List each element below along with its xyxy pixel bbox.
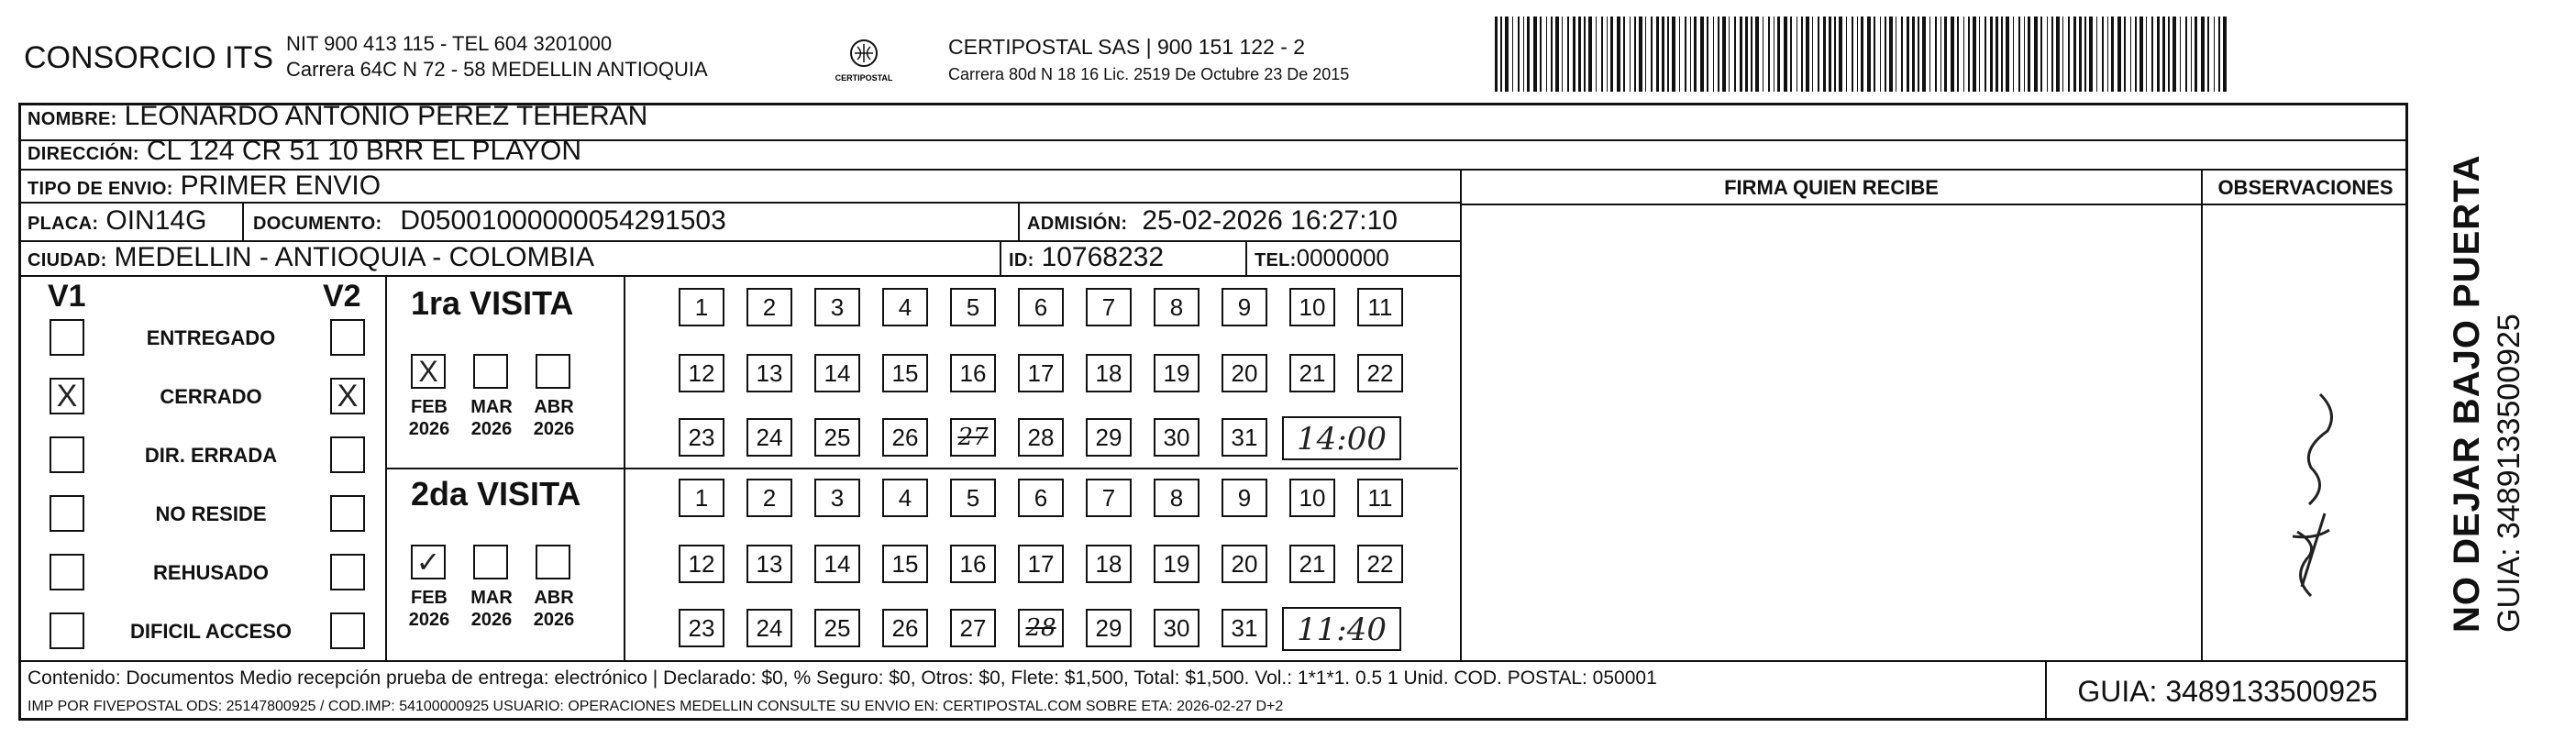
v1-label: V1 xyxy=(48,279,86,314)
tipo-envio-label: TIPO DE ENVIO: xyxy=(28,179,173,199)
company-name: CONSORCIO ITS xyxy=(24,40,274,75)
day-box[interactable]: 23 xyxy=(679,609,724,647)
visit-divider xyxy=(385,468,1458,469)
nombre-row xyxy=(28,101,647,132)
day-box[interactable]: 29 xyxy=(1086,418,1132,457)
day-box[interactable]: 15 xyxy=(882,354,928,392)
day-box[interactable]: 28 xyxy=(1018,418,1064,457)
day-box[interactable]: 13 xyxy=(746,545,792,583)
visit-title: 1ra VISITA xyxy=(411,284,574,322)
observaciones-header: OBSERVACIONES xyxy=(2217,176,2394,199)
col-divider xyxy=(2201,169,2203,660)
day-box[interactable]: 27 xyxy=(950,418,996,457)
v2-label: V2 xyxy=(323,279,361,314)
id-value: 10768232 xyxy=(1041,242,1165,272)
status-v2-checkbox[interactable]: X xyxy=(330,378,365,414)
documento-value: D05001000000054291503 xyxy=(400,205,726,236)
day-box[interactable]: 10 xyxy=(1289,288,1335,326)
tel-label: TEL: xyxy=(1255,250,1297,270)
visit-time[interactable]: 14:00 xyxy=(1282,416,1401,460)
day-box[interactable]: 15 xyxy=(882,545,928,583)
day-box[interactable]: 17 xyxy=(1018,545,1064,583)
status-label: NO RESIDE xyxy=(155,502,267,525)
day-box[interactable]: 16 xyxy=(950,354,996,392)
day-box[interactable]: 12 xyxy=(679,354,724,392)
direccion-value: CL 124 CR 51 10 BRR EL PLAYON xyxy=(146,136,582,166)
side-notice xyxy=(2447,154,2527,633)
status-label: ENTREGADO xyxy=(146,326,276,349)
logo-text: CERTIPOSTAL xyxy=(835,73,893,83)
col-divider xyxy=(1018,202,1020,240)
status-label: CERRADO xyxy=(160,385,262,408)
day-box[interactable]: 14 xyxy=(814,354,860,392)
nombre-value: LEONARDO ANTONIO PEREZ TEHERAN xyxy=(124,101,648,131)
nit-line: NIT 900 413 115 - TEL 604 3201000 xyxy=(286,32,613,55)
day-box[interactable]: 31 xyxy=(1222,418,1267,457)
nombre-label: NOMBRE: xyxy=(28,109,117,129)
day-box[interactable]: 24 xyxy=(746,609,792,647)
day-box[interactable]: 7 xyxy=(1086,288,1132,326)
day-box[interactable]: 3 xyxy=(814,288,860,326)
col-divider xyxy=(1460,169,1462,660)
placa-label: PLACA: xyxy=(28,214,99,234)
day-box[interactable]: 3 xyxy=(814,479,860,517)
day-box[interactable]: 5 xyxy=(950,288,996,326)
month-checkbox[interactable]: ✓ xyxy=(411,545,446,579)
certipostal-logo xyxy=(825,33,902,88)
status-v2-checkbox[interactable] xyxy=(330,612,365,649)
day-box[interactable]: 28 xyxy=(1018,609,1064,647)
recipient-signature xyxy=(2256,376,2366,605)
day-box[interactable]: 30 xyxy=(1154,609,1200,647)
guia-number: GUIA: 3489133500925 xyxy=(2045,662,2408,721)
day-box[interactable]: 22 xyxy=(1357,354,1403,392)
month-checkbox[interactable]: X xyxy=(411,354,446,389)
day-box[interactable]: 25 xyxy=(814,609,860,647)
status-v1-checkbox[interactable]: X xyxy=(50,378,84,414)
status-v2-checkbox[interactable] xyxy=(330,495,365,532)
status-v1-checkbox[interactable] xyxy=(50,436,84,473)
month-label: FEB 2026 xyxy=(408,397,450,439)
ciudad-field xyxy=(28,242,594,273)
day-box[interactable]: 9 xyxy=(1222,479,1267,517)
tipo-envio-value: PRIMER ENVIO xyxy=(180,171,381,201)
day-box[interactable]: 5 xyxy=(950,479,996,517)
status-label: REHUSADO xyxy=(153,561,269,584)
status-v2-checkbox[interactable] xyxy=(330,319,365,356)
day-box[interactable]: 2 xyxy=(746,288,792,326)
status-v1-checkbox[interactable] xyxy=(50,612,84,649)
side-guia: GUIA: 3489133500925 xyxy=(2492,314,2526,633)
day-box[interactable]: 30 xyxy=(1154,418,1200,457)
barcode xyxy=(1495,17,2228,92)
day-box[interactable]: 17 xyxy=(1018,354,1064,392)
tel-field xyxy=(1255,244,1389,272)
month-checkbox[interactable] xyxy=(536,545,570,579)
day-box[interactable]: 4 xyxy=(882,288,928,326)
day-box[interactable]: 10 xyxy=(1289,479,1335,517)
ciudad-label: CIUDAD: xyxy=(28,250,107,270)
day-box[interactable]: 9 xyxy=(1222,288,1267,326)
month-label: ABR 2026 xyxy=(533,588,575,630)
id-field xyxy=(1009,242,1164,273)
company-info xyxy=(286,31,708,83)
day-box[interactable]: 1 xyxy=(679,288,724,326)
col-divider xyxy=(385,275,387,660)
status-label: DIR. ERRADA xyxy=(144,444,278,467)
day-box[interactable]: 20 xyxy=(1222,545,1267,583)
day-box[interactable]: 12 xyxy=(679,545,724,583)
certipostal-line: CERTIPOSTAL SAS | 900 151 122 - 2 xyxy=(948,35,1306,59)
tipo-envio-row xyxy=(28,171,381,202)
day-box[interactable]: 1 xyxy=(679,479,724,517)
month-label: MAR 2026 xyxy=(470,588,513,630)
visit-title: 2da VISITA xyxy=(411,475,581,513)
direccion-row xyxy=(28,136,581,167)
admision-field xyxy=(1027,205,1398,237)
company-address: Carrera 64C N 72 - 58 MEDELLIN ANTIOQUIA xyxy=(286,58,708,81)
col-divider xyxy=(1245,240,1247,275)
row-divider xyxy=(18,275,1460,277)
day-box[interactable]: 16 xyxy=(950,545,996,583)
visit-time[interactable]: 11:40 xyxy=(1282,607,1401,651)
col-divider xyxy=(624,275,625,660)
day-box[interactable]: 13 xyxy=(746,354,792,392)
month-label: FEB 2026 xyxy=(408,588,450,630)
no-dejar-bajo-puerta: NO DEJAR BAJO PUERTA xyxy=(2447,154,2487,633)
day-box[interactable]: 21 xyxy=(1289,354,1335,392)
id-label: ID: xyxy=(1009,250,1034,270)
month-checkbox[interactable] xyxy=(473,354,508,389)
day-box[interactable]: 14 xyxy=(814,545,860,583)
admision-label: ADMISIÓN: xyxy=(1027,214,1128,234)
day-box[interactable]: 7 xyxy=(1086,479,1132,517)
day-box[interactable]: 8 xyxy=(1154,479,1200,517)
month-label: ABR 2026 xyxy=(533,397,575,439)
placa-value: OIN14G xyxy=(105,205,207,236)
day-box[interactable]: 8 xyxy=(1154,288,1200,326)
day-box[interactable]: 23 xyxy=(679,418,724,457)
row-divider xyxy=(18,202,1460,204)
col-divider xyxy=(1000,240,1001,275)
tel-value: 0000000 xyxy=(1296,244,1389,271)
day-box[interactable]: 24 xyxy=(746,418,792,457)
sign-head-line xyxy=(1460,204,2408,205)
day-box[interactable]: 27 xyxy=(950,609,996,647)
certipostal-sub: Carrera 80d N 18 16 Lic. 2519 De Octubre 23 De 2015 xyxy=(948,65,1350,83)
day-box[interactable]: 6 xyxy=(1018,479,1064,517)
day-box[interactable]: 25 xyxy=(814,418,860,457)
day-box[interactable]: 18 xyxy=(1086,545,1132,583)
documento-label: DOCUMENTO: xyxy=(253,214,382,234)
placa-field xyxy=(28,205,206,237)
month-checkbox[interactable] xyxy=(473,545,508,579)
firma-header: FIRMA QUIEN RECIBE xyxy=(1724,176,1939,199)
documento-field xyxy=(253,205,726,237)
day-box[interactable]: 6 xyxy=(1018,288,1064,326)
status-label: DIFICIL ACCESO xyxy=(129,620,292,643)
day-box[interactable]: 11 xyxy=(1357,479,1403,517)
month-checkbox[interactable] xyxy=(536,354,570,389)
day-box[interactable]: 26 xyxy=(882,418,928,457)
ciudad-value: MEDELLIN - ANTIOQUIA - COLOMBIA xyxy=(114,242,594,272)
footer-meta: IMP POR FIVEPOSTAL ODS: 25147800925 / COD.IMP: 54100000925 USUARIO: OPERACIONES MEDELLIN CONSULTE SU ENVIO EN: CERTIPOSTAL.COM SOBRE ETA: 2026-02-27 D+2 xyxy=(28,699,1284,714)
day-box[interactable]: 21 xyxy=(1289,545,1335,583)
footer-content: Contenido: Documentos Medio recepción prueba de entrega: electrónico | Declarado: $0, % Seguro: $0, Otros: $0, Flete: $1,500, Total: $1,500. Vol.: 1*1*1. 0.5 1 Unid. COD. POSTAL: 050001 xyxy=(28,667,1657,689)
col-divider xyxy=(242,202,244,240)
day-box[interactable]: 26 xyxy=(882,609,928,647)
day-box[interactable]: 4 xyxy=(882,479,928,517)
day-box[interactable]: 29 xyxy=(1086,609,1132,647)
month-label: MAR 2026 xyxy=(470,397,513,439)
day-box[interactable]: 20 xyxy=(1222,354,1267,392)
status-v1-checkbox[interactable] xyxy=(50,554,84,590)
status-v2-checkbox[interactable] xyxy=(330,436,365,473)
status-v1-checkbox[interactable] xyxy=(50,495,84,532)
certipostal-info xyxy=(948,33,1349,88)
day-box[interactable]: 19 xyxy=(1154,545,1200,583)
direccion-label: DIRECCIÓN: xyxy=(28,144,139,164)
day-box[interactable]: 22 xyxy=(1357,545,1403,583)
day-box[interactable]: 18 xyxy=(1086,354,1132,392)
status-v1-checkbox[interactable] xyxy=(50,319,84,356)
status-v2-checkbox[interactable] xyxy=(330,554,365,590)
day-box[interactable]: 11 xyxy=(1357,288,1403,326)
day-box[interactable]: 2 xyxy=(746,479,792,517)
day-box[interactable]: 19 xyxy=(1154,354,1200,392)
admision-value: 25-02-2026 16:27:10 xyxy=(1142,205,1398,236)
day-box[interactable]: 31 xyxy=(1222,609,1267,647)
